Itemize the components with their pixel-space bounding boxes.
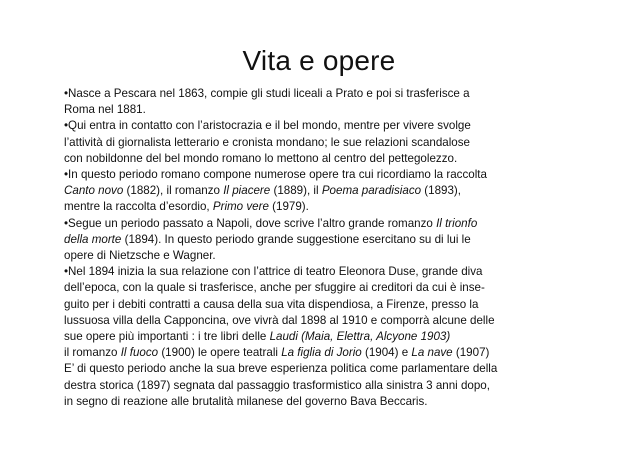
text-segment: dell’epoca, con la quale si trasferisce, anche per sfuggire ai creditori da cui è inse- [64,281,485,295]
text-segment: con nobildonne del bel mondo romano lo mettono al centro del pettegolezzo. [64,151,458,165]
text-segment: l’attività di giornalista letterario e cronista mondano; le sue relazioni scandalose [64,135,471,149]
work-title: Poema paradisiaco [321,184,422,198]
work-title: La figlia di Jorio [281,346,362,360]
work-title: Il piacere [223,184,271,198]
text-segment: (1893), [421,184,462,198]
text-segment: E’ di questo periodo anche la sua breve esperienza politica come parlamentare della [64,362,498,376]
work-title: La nave [411,346,453,360]
text-line [64,345,534,361]
text-line [64,183,534,199]
text-line [64,361,534,377]
text-line [64,118,534,134]
text-segment: lussuosa villa della Capponcina, ove vivrà dal 1898 al 1910 e comporrà alcune delle [64,313,495,327]
text-segment: guito per i debiti contratti a causa della sua vita dispendiosa, a Firenze, presso la [64,297,479,311]
text-line [64,167,534,183]
text-line [64,378,534,394]
text-segment: •Qui entra in contatto con l’aristocrazia e il bel mondo, mentre per vivere svolge [64,119,471,133]
text-segment: (1894). In questo periodo grande suggestione esercitano su di lui le [121,232,471,246]
work-title: Primo vere [212,200,269,214]
text-segment: (1889), il [270,184,322,198]
text-line [64,329,534,345]
work-title: Canto novo [64,184,124,198]
text-line [64,264,534,280]
slide-body-text [64,86,534,410]
text-segment: il romanzo [64,346,121,360]
text-segment: opere di Nietzsche e Wagner. [64,249,216,263]
text-line [64,394,534,410]
text-line [64,86,534,102]
text-segment: •Nasce a Pescara nel 1863, compie gli studi liceali a Prato e poi si trasferisce a [64,87,470,100]
text-line [64,248,534,264]
text-line [64,102,534,118]
text-segment: mentre la raccolta d’esordio, [64,200,213,214]
work-title: Il trionfo [436,216,478,230]
text-segment: •In questo periodo romano compone numerose opere tra cui ricordiamo la raccolta [64,168,487,182]
work-title: Laudi (Maia, Elettra, Alcyone 1903) [269,330,451,344]
work-title: della morte [64,232,122,246]
text-segment: (1882), il romanzo [123,184,224,198]
text-segment: Roma nel 1881. [64,103,146,117]
text-segment: destra storica (1897) segnata dal passaggio trasformistico alla sinistra 3 anni dopo, [64,378,490,392]
text-segment: (1907) [452,346,490,360]
work-title: Il fuoco [120,346,159,360]
text-line [64,232,534,248]
text-segment: •Segue un periodo passato a Napoli, dove scrive l’altro grande romanzo [64,216,437,230]
text-line [64,280,534,296]
text-segment: (1979). [268,200,309,214]
text-line [64,135,534,151]
slide-title: Vita e opere [242,45,396,76]
text-segment: •Nel 1894 inizia la sua relazione con l’attrice di teatro Eleonora Duse, grande diva [64,265,483,279]
text-segment: in segno di reazione alle brutalità milanese del governo Bava Beccaris. [64,394,428,408]
text-line [64,151,534,167]
text-line [64,313,534,329]
text-segment: (1904) e [361,346,412,360]
text-line [64,216,534,232]
text-segment: (1900) le opere teatrali [158,346,282,360]
text-line [64,297,534,313]
text-line [64,199,534,215]
text-segment: sue opere più importanti : i tre libri delle [64,330,270,344]
